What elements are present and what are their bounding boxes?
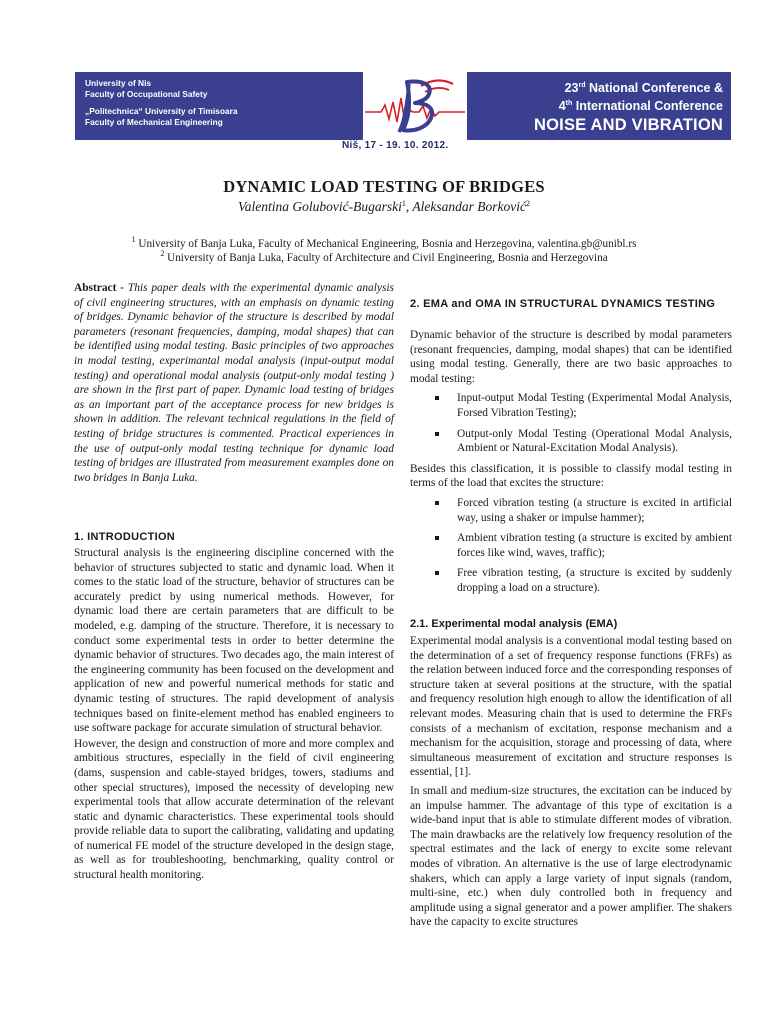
intro-paragraph-1: Structural analysis is the engineering discipline concerned with the behavior of structures subjected to static and dynamic load. When it comes to the static load of the structure, behavior of structures can be accurately predict by using numerical methods. However, for dynamic load there are certain parameters that are difficult to be modeled, e.g. damping of the structure. Therefore, it is necessary to conduct some experimental tests in order to better determine the dynamic behavior of structures. Two decades ago, the main interest of the engineering community has been focused on the development and application of new and powerful numerical methods for static and dynamic testing of structures. The rapid development of analysis techniques based on finite-element method has enabled engineers to use software package for accurate simulation of structural behavior. [74, 547, 394, 735]
section-heading-ema: 2.1. Experimental modal analysis (EMA) [410, 618, 618, 630]
abstract-label: Abstract - [74, 282, 128, 294]
organizer-line: Faculty of Occupational Safety [85, 89, 208, 100]
s21-paragraph-1: Experimental modal analysis is a conventional modal testing based on the determination of a set of frequency response functions (FRFs) as the relation between induced force and the corresponding responses of structure taken at several positions at the structure, with the spatial and frequency resolution high enough to allow the identification of all relevant modes. Measuring chain that is used to determine the FRFs consists of a mechanism of excitation, response mechanism and a mechanism for the acquisition, storage and processing of data, where simultaneous measurement of excitation and structure responses is essential, [1]. [410, 635, 732, 779]
logo-icon [363, 72, 467, 140]
conference-title-block [534, 78, 723, 136]
conference-banner [75, 72, 731, 140]
introduction-body [74, 546, 394, 883]
s21-paragraph-2: In small and medium-size structures, the excitation can be induced by an impulse hammer. The advantage of this type of excitation is a wide-band input that is able to stimulate different modes of vibration. The main drawbacks are the relatively low frequency resolution of the spectral estimates and the lack of energy to excite some relevant modes of vibration. An alternative is the use of large electrodynamic shakers, which can apply a large variety of input signals (random, multi-sine, etc.) when duly controlled both in frequency and amplitude using a signal generator and a power amplifier. The shakers have the capacity to excite structures [410, 784, 732, 929]
abstract-paragraph [74, 281, 394, 485]
affiliation-2: $^2$ University of Banja Luka, Faculty of Architecture and Civil Engineering, Bosnia and Herzegovina [160, 249, 608, 264]
conference-date: Niš, 17 - 19. 10. 2012. [342, 140, 449, 151]
section-2-1-body [410, 634, 732, 930]
list-item: Output-only Modal Testing (Operational Modal Analysis, Ambient or Natural-Excitation Modal Analysis). [410, 427, 732, 456]
conference-logo [363, 72, 467, 140]
organizer-line: Faculty of Mechanical Engineering [85, 117, 223, 128]
list-item: Forced vibration testing (a structure is excited in artificial way, using a shaker or impulse hammer); [410, 496, 732, 525]
bullet-icon [435, 571, 439, 575]
abstract-text: This paper deals with the experimental dynamic analysis of civil engineering structures, with an emphasis on dynamic testing of bridges. Dynamic behavior of the structure is described by modal parameters (resonant frequencies, damping, modal shapes) that can be identified using modal testing. Basic principles of two approaches in modal testing, experimantal modal analysis (input-output modal testing) and operational modal analysis (output-only modal testing ) are shown in the first part of paper. Dynamic load testing of bridges as an important part of the acceptance process for new bridges is shown in addition. The relevant technical regulations in the field of testing of bridge structures is commented. Practical experiences in the use of output-only modal testing technique for dynamic load testing of bridges are illustrated from measurement examples done on two bridges in Banja Luka. [74, 282, 394, 484]
list-item: Ambient vibration testing (a structure is excited by ambient forces like wind, waves, traffic); [410, 531, 732, 560]
bullet-icon [435, 396, 439, 400]
list-item: Free vibration testing, (a structure is excited by suddenly dropping a load on a structure). [410, 566, 732, 595]
bullet-icon [435, 501, 439, 505]
section-2-body [410, 328, 732, 602]
conference-line-2: 4th International Conference [558, 99, 723, 113]
conference-line-1: 23rd National Conference & [564, 81, 723, 95]
modal-testing-approaches-list [410, 391, 732, 455]
paper-title: DYNAMIC LOAD TESTING OF BRIDGES [223, 177, 545, 196]
bullet-icon [435, 536, 439, 540]
intro-paragraph-2: However, the design and construction of more and more complex and ambitious structures, especially in the field of civil engineering (dams, suspension and cable-stayed bridges, towers, stadiums and other special structures), imposed the necessity of developing new experimental tools that allow accurate determination of the relevant static and dynamic characteristics. These experimental tools should provide reliable data to suport the calibrating, validating and updating of numerical FE model of the structure developed in the design stage, as well as for troubleshooting, benchmarking, quality control or structural health monitoring. [74, 737, 394, 882]
organizer-line: „Politechnica“ University of Timisoara [85, 105, 238, 116]
conference-name: NOISE AND VIBRATION [534, 116, 723, 134]
paper-authors: Valentina Golubović-Bugarski$^1$, Aleksandar Borković$^2$ [238, 199, 530, 214]
section-heading-ema-oma: 2. EMA and OMA IN STRUCTURAL DYNAMICS TESTING [410, 298, 716, 310]
abstract [74, 281, 394, 485]
s2-paragraph-2: Besides this classification, it is possible to classify modal testing in terms of the load that excites the structure: [410, 462, 732, 490]
organizers-block [85, 78, 335, 129]
organizer-line: University of Nis [85, 78, 152, 88]
load-classification-list [410, 496, 732, 596]
affiliation-1: $^1$ University of Banja Luka, Faculty of Mechanical Engineering, Bosnia and Herzegovina, valentina.gb@unibl.rs [131, 235, 637, 250]
section-heading-introduction: 1. INTRODUCTION [74, 531, 176, 543]
list-item: Input-output Modal Testing (Experimental Modal Analysis, Forsed Vibration Testing); [410, 391, 732, 420]
bullet-icon [435, 432, 439, 436]
s2-paragraph-1: Dynamic behavior of the structure is described by modal parameters (resonant frequencies, damping, modal shapes) that can be identified using modal testing. Generally, there are two basic approaches to modal testing: [410, 329, 732, 385]
